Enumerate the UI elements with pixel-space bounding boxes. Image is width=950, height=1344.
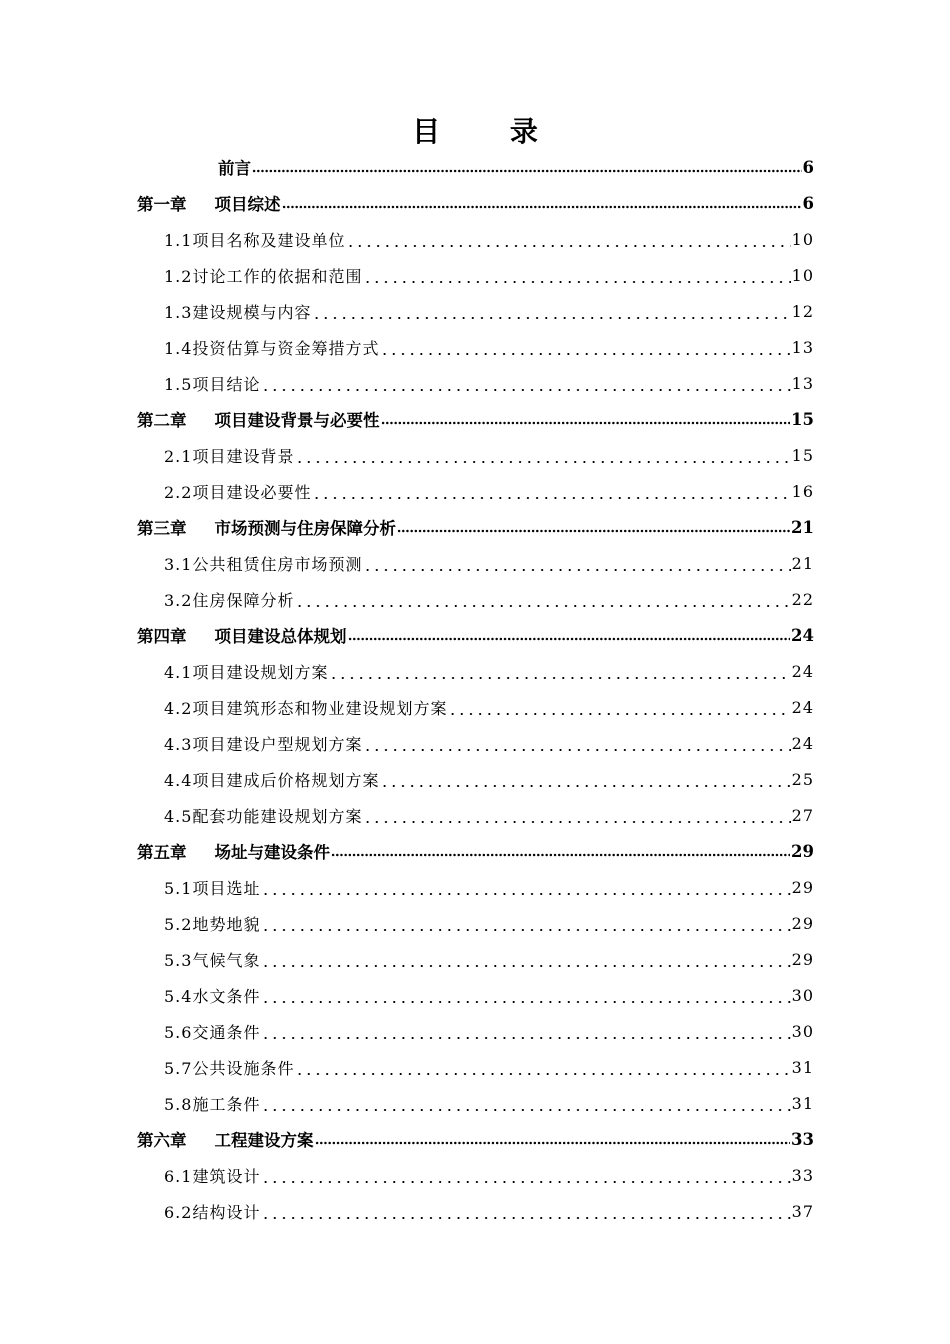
dot-leader — [380, 332, 790, 362]
toc-section-entry[interactable] — [164, 476, 814, 506]
toc-page-number: 10 — [791, 229, 814, 249]
dot-leader — [295, 584, 790, 614]
toc-page-number: 24 — [791, 661, 814, 681]
dot-leader — [261, 1088, 790, 1118]
toc-page-number: 10 — [791, 265, 814, 285]
toc-chapter-entry[interactable] — [137, 512, 814, 542]
toc-section-entry[interactable] — [164, 800, 814, 830]
dot-leader — [295, 1052, 790, 1082]
toc-page-number: 16 — [791, 481, 814, 501]
toc-chapter-entry[interactable] — [137, 1124, 814, 1154]
toc-section-entry[interactable] — [164, 332, 814, 362]
toc-page-number: 6 — [802, 193, 814, 213]
dot-leader — [261, 980, 790, 1010]
toc-entry-label: 1.1项目名称及建设单位 — [164, 230, 346, 250]
toc-section-entry[interactable] — [164, 908, 814, 938]
toc-page-number: 21 — [791, 553, 814, 573]
toc-page-number: 27 — [791, 805, 814, 825]
toc-entry-label: 4.5配套功能建设规划方案 — [164, 806, 363, 826]
toc-page-number: 15 — [791, 445, 814, 465]
toc-section-entry[interactable] — [164, 728, 814, 758]
dot-leader — [448, 692, 790, 722]
toc-entry-label: 1.4投资估算与资金筹措方式 — [164, 338, 380, 358]
toc-page-number: 30 — [791, 985, 814, 1005]
dot-leader — [252, 152, 802, 182]
dot-leader — [329, 656, 790, 686]
toc-section-entry[interactable] — [164, 1088, 814, 1118]
toc-page-number: 13 — [791, 373, 814, 393]
dot-leader — [315, 1124, 791, 1154]
toc-entry-label: 前言 — [218, 159, 251, 178]
toc-entry-label: 5.4水文条件 — [164, 986, 261, 1006]
toc-entry-label: 6.2结构设计 — [164, 1202, 261, 1222]
toc-entry-label: 项目综述 — [214, 195, 281, 214]
toc-page-number: 22 — [791, 589, 814, 609]
toc-entry-label: 5.7公共设施条件 — [164, 1058, 295, 1078]
toc-entry-label: 项目建设背景与必要性 — [214, 411, 380, 430]
toc-page-number: 21 — [791, 517, 814, 537]
toc-entry-label: 5.6交通条件 — [164, 1022, 261, 1042]
toc-section-entry[interactable] — [164, 764, 814, 794]
toc-entry-label: 市场预测与住房保障分析 — [214, 519, 396, 538]
toc-page-number: 24 — [791, 697, 814, 717]
dot-leader — [363, 800, 790, 830]
toc-section-entry[interactable] — [164, 224, 814, 254]
dot-leader — [363, 260, 790, 290]
toc-section-entry[interactable] — [164, 980, 814, 1010]
toc-page-number: 13 — [791, 337, 814, 357]
dot-leader — [363, 548, 790, 578]
toc-section-entry[interactable] — [164, 872, 814, 902]
dot-leader — [363, 728, 790, 758]
toc-section-entry[interactable] — [164, 584, 814, 614]
toc-entry-label: 3.1公共租赁住房市场预测 — [164, 554, 363, 574]
toc-entry-label: 场址与建设条件 — [214, 843, 330, 862]
toc-chapter-number: 第五章 — [137, 843, 187, 862]
dot-leader — [348, 620, 791, 650]
toc-entry-label: 5.3气候气象 — [164, 950, 261, 970]
toc-section-entry[interactable] — [164, 1196, 814, 1226]
toc-page-number: 29 — [791, 949, 814, 969]
dot-leader — [346, 224, 790, 254]
toc-preface-entry[interactable] — [218, 152, 814, 182]
toc-section-entry[interactable] — [164, 260, 814, 290]
toc-entry-label: 1.5项目结论 — [164, 374, 261, 394]
dot-leader — [312, 476, 790, 506]
toc-section-entry[interactable] — [164, 692, 814, 722]
toc-section-entry[interactable] — [164, 548, 814, 578]
page-title: 目 录 — [412, 115, 568, 148]
dot-leader — [261, 368, 790, 398]
toc-entry-label: 2.1项目建设背景 — [164, 446, 295, 466]
toc-page-number: 29 — [791, 841, 814, 861]
dot-leader — [380, 764, 790, 794]
toc-entry-label: 1.3建设规模与内容 — [164, 302, 312, 322]
toc-entry-label: 3.2住房保障分析 — [164, 590, 295, 610]
dot-leader — [282, 188, 802, 218]
toc-entry-label: 6.1建筑设计 — [164, 1166, 261, 1186]
toc-chapter-entry[interactable] — [137, 188, 814, 218]
toc-page-number: 30 — [791, 1021, 814, 1041]
toc-chapter-entry[interactable] — [137, 404, 814, 434]
dot-leader — [381, 404, 791, 434]
toc-section-entry[interactable] — [164, 368, 814, 398]
toc-chapter-number: 第一章 — [137, 195, 187, 214]
toc-page-number: 29 — [791, 913, 814, 933]
toc-entry-label: 工程建设方案 — [214, 1131, 314, 1150]
toc-page-number: 12 — [791, 301, 814, 321]
dot-leader — [261, 944, 790, 974]
dot-leader — [295, 440, 790, 470]
toc-page-number: 29 — [791, 877, 814, 897]
toc-chapter-number: 第四章 — [137, 627, 187, 646]
toc-section-entry[interactable] — [164, 440, 814, 470]
toc-page-number: 15 — [791, 409, 814, 429]
toc-entry-label: 项目建设总体规划 — [214, 627, 347, 646]
toc-section-entry[interactable] — [164, 656, 814, 686]
dot-leader — [312, 296, 790, 326]
toc-page-number: 31 — [791, 1093, 814, 1113]
toc-chapter-entry[interactable] — [137, 620, 814, 650]
dot-leader — [261, 1196, 790, 1226]
toc-section-entry[interactable] — [164, 944, 814, 974]
toc-entry-label: 4.4项目建成后价格规划方案 — [164, 770, 380, 790]
toc-page-number: 37 — [791, 1201, 814, 1221]
toc-section-entry[interactable] — [164, 1160, 814, 1190]
dot-leader — [331, 836, 790, 866]
toc-section-entry[interactable] — [164, 1016, 814, 1046]
toc-entry-label: 4.2项目建筑形态和物业建设规划方案 — [164, 698, 448, 718]
toc-page-number: 24 — [791, 733, 814, 753]
toc-page-number: 31 — [791, 1057, 814, 1077]
toc-page-number: 33 — [791, 1129, 814, 1149]
toc-page-number: 25 — [791, 769, 814, 789]
toc-entry-label: 5.1项目选址 — [164, 878, 261, 898]
dot-leader — [261, 1160, 790, 1190]
toc-chapter-entry[interactable] — [137, 836, 814, 866]
dot-leader — [261, 1016, 790, 1046]
toc-chapter-number: 第三章 — [137, 519, 187, 538]
toc-entry-label: 5.8施工条件 — [164, 1094, 261, 1114]
toc-page-number: 6 — [802, 157, 814, 177]
toc-page-number: 24 — [791, 625, 814, 645]
toc-chapter-number: 第六章 — [137, 1131, 187, 1150]
toc-entry-label: 5.2地势地貌 — [164, 914, 261, 934]
toc-section-entry[interactable] — [164, 1052, 814, 1082]
toc-entry-label: 2.2项目建设必要性 — [164, 482, 312, 502]
toc-section-entry[interactable] — [164, 296, 814, 326]
toc-page-number: 33 — [791, 1165, 814, 1185]
dot-leader — [261, 908, 790, 938]
toc-entry-label: 4.1项目建设规划方案 — [164, 662, 329, 682]
dot-leader — [261, 872, 790, 902]
toc-chapter-number: 第二章 — [137, 411, 187, 430]
dot-leader — [397, 512, 790, 542]
toc-entry-label: 1.2讨论工作的依据和范围 — [164, 266, 363, 286]
toc-entry-label: 4.3项目建设户型规划方案 — [164, 734, 363, 754]
